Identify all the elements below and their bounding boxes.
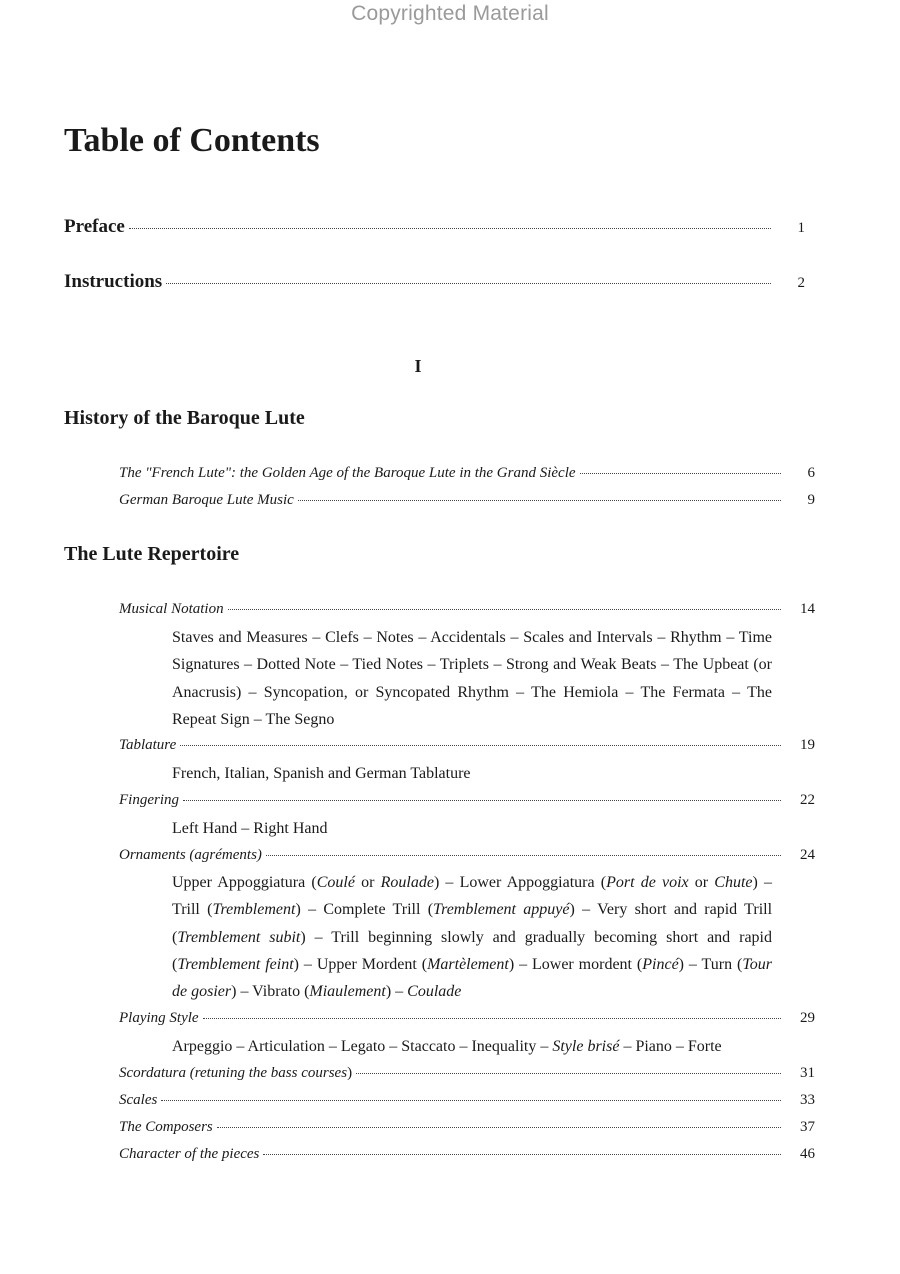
toc-entry-ornaments[interactable] <box>119 847 815 864</box>
toc-page-number: 14 <box>800 601 815 617</box>
toc-entry-label: The "French Lute": the Golden Age of the Baroque Lute in the Grand Siècle <box>119 465 576 481</box>
toc-entry-label: Character of the pieces <box>119 1146 260 1162</box>
section-heading-repertoire: The Lute Repertoire <box>64 543 240 565</box>
toc-page-number: 6 <box>807 465 815 481</box>
toc-entry-tablature[interactable] <box>119 737 815 754</box>
toc-page-number: 24 <box>800 847 815 863</box>
toc-page-number: 33 <box>800 1092 815 1108</box>
toc-page-number: 37 <box>800 1119 815 1135</box>
dot-leader <box>266 854 781 856</box>
toc-entry-label: Fingering <box>119 792 179 808</box>
toc-entry-label: The Composers <box>119 1119 213 1135</box>
toc-page-number: 9 <box>807 492 815 508</box>
dot-leader <box>298 499 781 501</box>
toc-entry-french-lute[interactable] <box>119 465 815 482</box>
toc-entry-description: Arpeggio – Articulation – Legato – Staccato – Inequality – Style brisé – Piano – Forte <box>172 1038 722 1055</box>
dot-leader <box>228 608 781 610</box>
toc-entry-character[interactable] <box>119 1146 815 1163</box>
toc-entry-label: Playing Style <box>119 1010 199 1026</box>
toc-entry-label: Scordatura (retuning the bass courses) <box>119 1065 353 1081</box>
toc-entry-description: French, Italian, Spanish and German Tablature <box>172 765 471 782</box>
toc-page-number: 46 <box>800 1146 815 1162</box>
dot-leader <box>129 227 771 229</box>
dot-leader <box>356 1072 781 1074</box>
toc-page-number: 31 <box>800 1065 815 1081</box>
dot-leader <box>180 744 781 746</box>
toc-entry-preface[interactable] <box>64 216 805 238</box>
toc-entry-scales[interactable] <box>119 1092 815 1109</box>
toc-page-number: 22 <box>800 792 815 808</box>
toc-entry-description: Left Hand – Right Hand <box>172 820 328 837</box>
toc-entry-label: Preface <box>64 216 125 237</box>
part-number: I <box>414 356 422 376</box>
toc-page-number: 2 <box>797 275 805 291</box>
toc-entry-fingering[interactable] <box>119 792 815 809</box>
toc-entry-label: Ornaments (agréments) <box>119 847 262 863</box>
toc-entry-description: Upper Appoggiatura (Coulé or Roulade) – Lower Appoggiatura (Port de voix or Chute) – Trill (Tremblement) – Complete Trill (Tremblement appuyé) – Very short and rapid Trill (Tremblement subit) – Trill beginning slowly and gradually becoming short and rapid (Tremblement feint) – Upper Mordent (Martèlement) – Lower mordent (Pincé) – Turn (Tour de gosier) – Vibrato (Miaulement) – Coulade <box>172 874 773 1001</box>
page-title: Table of Contents <box>64 122 320 159</box>
toc-entry-scordatura[interactable] <box>119 1065 815 1082</box>
toc-entry-label: Musical Notation <box>119 601 224 617</box>
copyright-watermark: Copyrighted Material <box>351 2 549 25</box>
dot-leader <box>183 799 781 801</box>
toc-entry-description: Staves and Measures – Clefs – Notes – Accidentals – Scales and Intervals – Rhythm – Time Signatures – Dotted Note – Tied Notes – Triplets – Strong and Weak Beats – The Upbeat (or Anacrusis) – Syncopation, or Syncopated Rhythm – The Hemiola – The Fermata – The Repeat Sign – The Segno <box>172 629 772 728</box>
dot-leader <box>580 472 781 474</box>
dot-leader <box>166 282 771 284</box>
toc-entry-label: German Baroque Lute Music <box>119 492 294 508</box>
toc-page-number: 1 <box>797 220 805 236</box>
toc-page-number: 29 <box>800 1010 815 1026</box>
dot-leader <box>203 1017 781 1019</box>
toc-entry-german-lute[interactable] <box>119 492 815 509</box>
dot-leader <box>217 1126 781 1128</box>
toc-entry-musical-notation[interactable] <box>119 601 815 618</box>
toc-entry-instructions[interactable] <box>64 271 805 293</box>
toc-entry-label: Instructions <box>64 271 163 292</box>
toc-entry-composers[interactable] <box>119 1119 815 1136</box>
dot-leader <box>263 1153 781 1155</box>
toc-entry-label: Tablature <box>119 737 177 753</box>
toc-entry-playing-style[interactable] <box>119 1010 815 1027</box>
toc-entry-label: Scales <box>119 1092 158 1108</box>
section-heading-history: History of the Baroque Lute <box>64 407 305 429</box>
toc-page-number: 19 <box>800 737 815 753</box>
dot-leader <box>161 1099 781 1101</box>
